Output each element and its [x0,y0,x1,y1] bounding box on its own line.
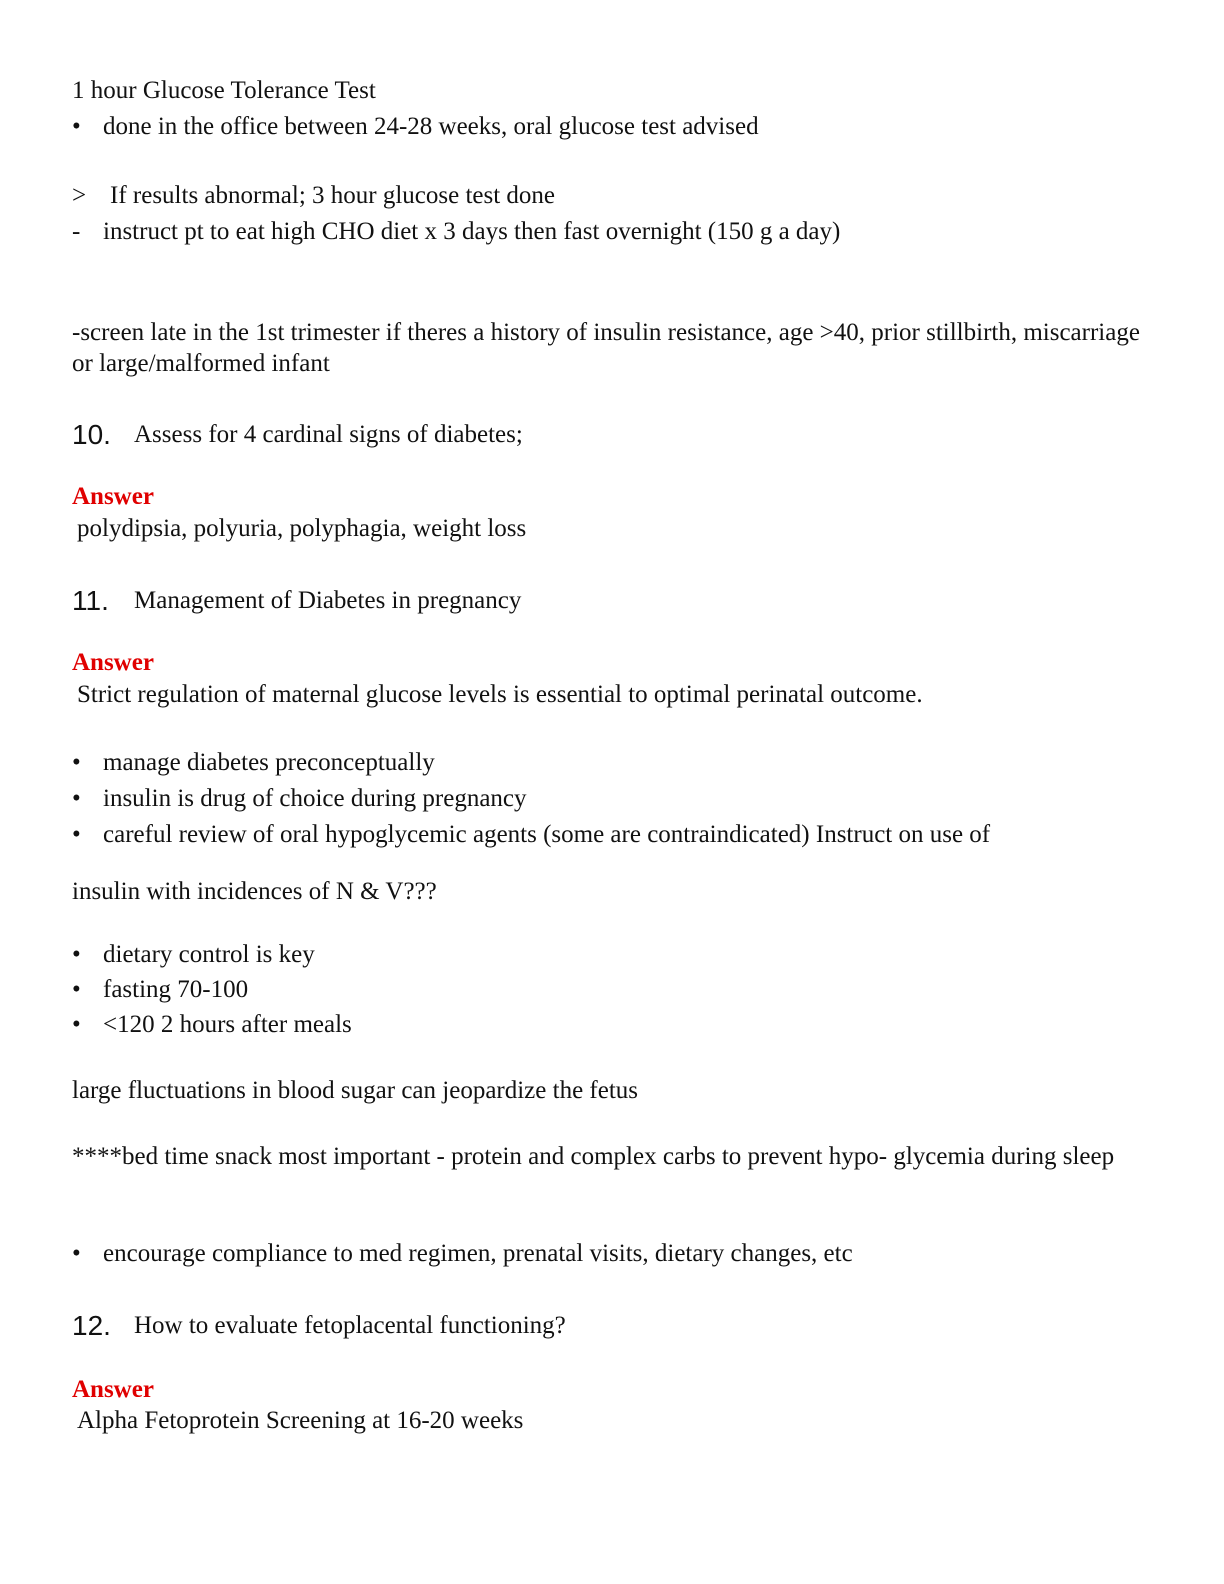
q11-question: Management of Diabetes in pregnancy [134,587,522,614]
bullet-icon: • [72,785,81,812]
list-item: fasting 70-100 [103,976,249,1003]
q11-fluctuations: large fluctuations in blood sugar can jeopardize the fetus [72,1077,639,1104]
gtt-bullet: done in the office between 24-28 weeks, oral glucose test advised [103,113,759,140]
list-item: insulin is drug of choice during pregnancy [103,785,527,812]
q12-answer: Alpha Fetoprotein Screening at 16-20 weeks [77,1407,524,1434]
q12-number: 12. [72,1310,111,1341]
list-item: manage diabetes preconceptually [103,749,435,776]
list-item: <120 2 hours after meals [103,1011,352,1038]
bullet-icon: • [72,749,81,776]
gtt-screen-note: -screen late in the 1st trimester if theres a history of insulin resistance, age >40, prior stillbirth, miscarriage or large/malformed infant [72,319,1140,377]
q10-answer-label: Answer [72,483,154,510]
q12-answer-label: Answer [72,1376,154,1403]
q10-question: Assess for 4 cardinal signs of diabetes; [134,421,523,448]
arrow-icon: > [72,182,87,209]
bullet-icon: • [72,976,81,1003]
bullet-icon: • [72,1011,81,1038]
q10-number: 10. [72,419,111,450]
q11-continuation: insulin with incidences of N & V??? [72,878,437,905]
q11-number: 11. [72,585,109,616]
gtt-abnormal: If results abnormal; 3 hour glucose test done [110,182,556,209]
bullet-icon: • [72,113,81,140]
q11-answer: Strict regulation of maternal glucose levels is essential to optimal perinatal outcome. [77,681,923,708]
q11-snack-note: ****bed time snack most important - protein and complex carbs to prevent hypo- glycemia during sleep [72,1143,1115,1170]
bullet-icon: • [72,941,81,968]
list-item: encourage compliance to med regimen, prenatal visits, dietary changes, etc [103,1240,853,1267]
gtt-instruct: instruct pt to eat high CHO diet x 3 days then fast overnight (150 g a day) [103,218,841,245]
bullet-icon: • [72,1240,81,1267]
gtt-heading: 1 hour Glucose Tolerance Test [72,77,376,104]
bullet-icon: • [72,821,81,848]
dash-icon: - [72,218,81,245]
q11-answer-label: Answer [72,649,154,676]
q10-answer: polydipsia, polyuria, polyphagia, weight loss [77,515,527,542]
q12-question: How to evaluate fetoplacental functioning? [134,1312,566,1339]
list-item: careful review of oral hypoglycemic agents (some are contraindicated) Instruct on use of [103,821,991,848]
list-item: dietary control is key [103,941,315,968]
